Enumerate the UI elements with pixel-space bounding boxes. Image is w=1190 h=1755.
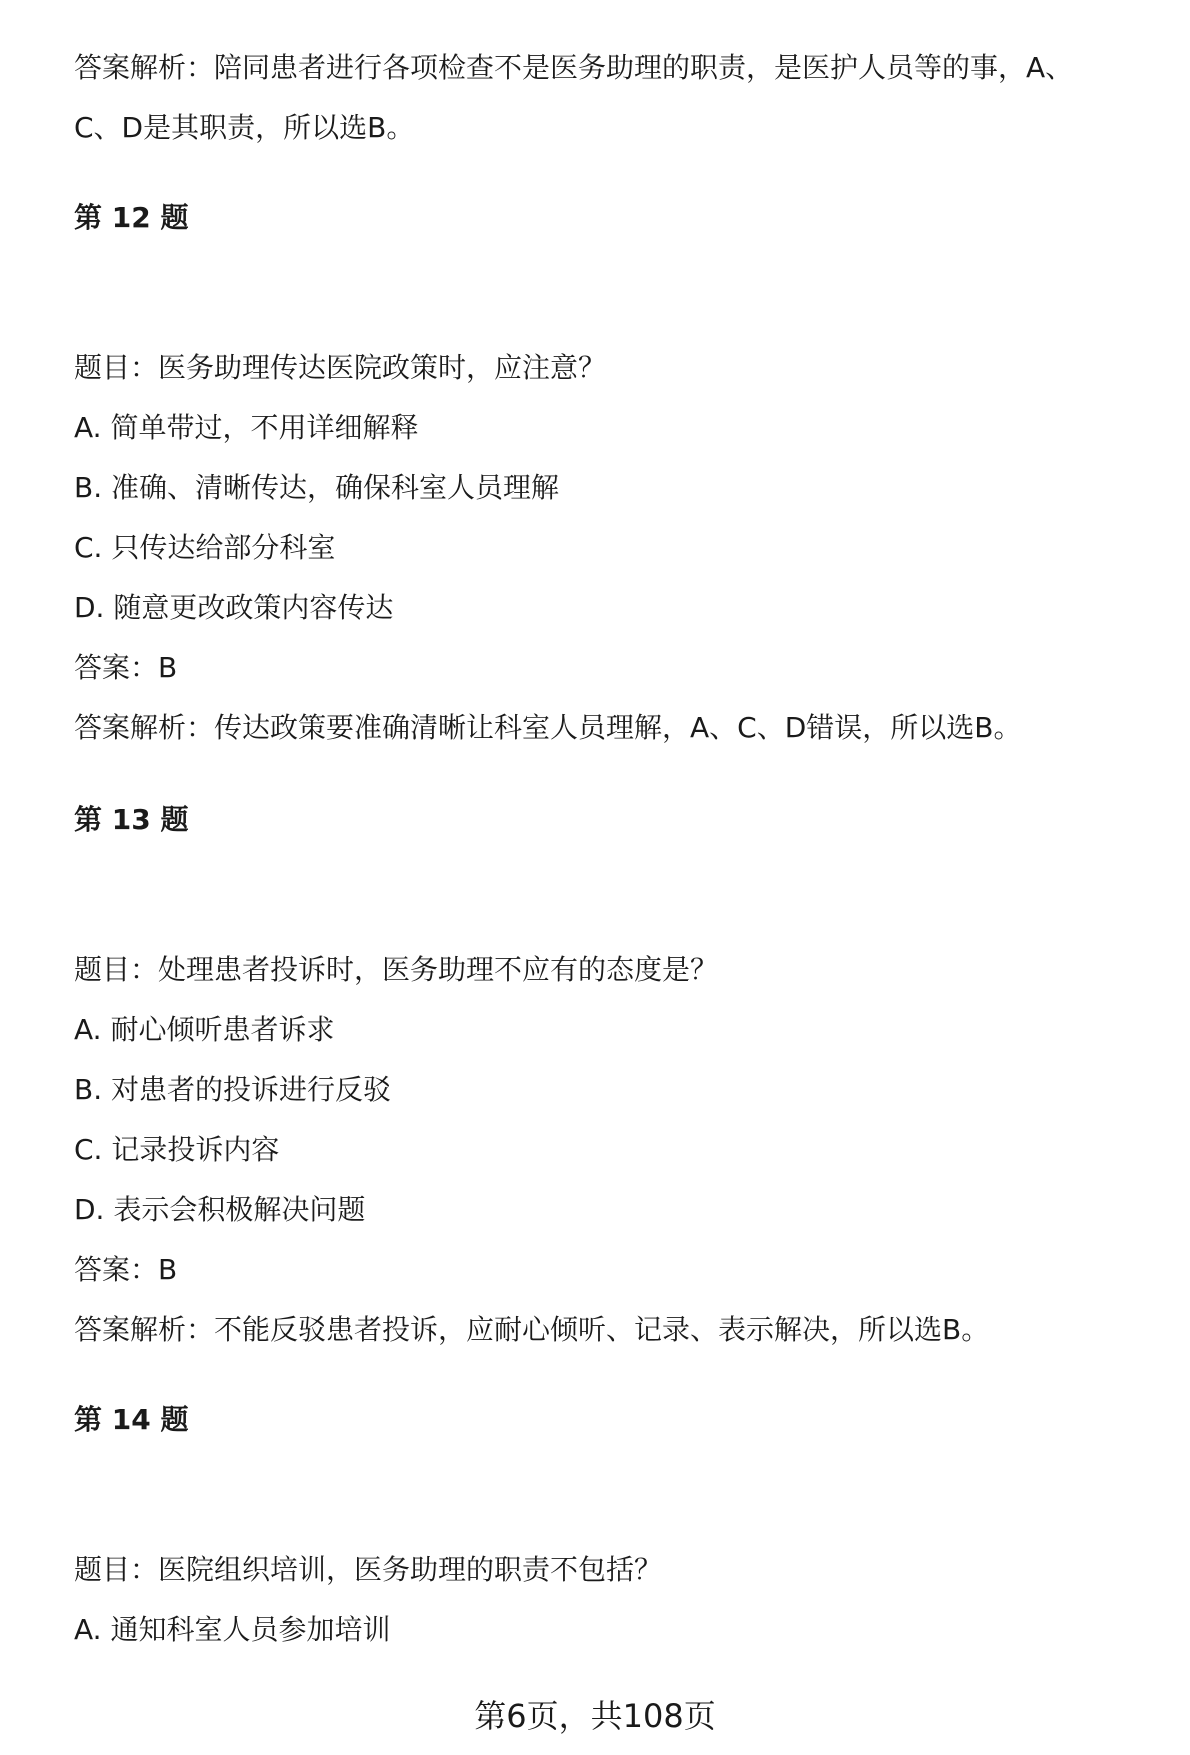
question-heading: 第 13 题 [74,803,189,836]
option-a: A. 简单带过，不用详细解释 [74,411,419,444]
answer-explanation: 答案解析：不能反驳患者投诉，应耐心倾听、记录、表示解决，所以选B。 [74,1313,990,1346]
option-a: A. 通知科室人员参加培训 [74,1613,391,1646]
question-stem: 题目：医院组织培训，医务助理的职责不包括？ [74,1553,663,1586]
answer-explanation: 答案解析：传达政策要准确清晰让科室人员理解，A、C、D错误，所以选B。 [74,711,1022,744]
question-stem: 题目：医务助理传达医院政策时，应注意？ [74,351,607,384]
prev-explanation-line-1: 答案解析：陪同患者进行各项检查不是医务助理的职责，是医护人员等的事，A、 [74,51,1074,84]
option-c: C. 记录投诉内容 [74,1133,280,1166]
question-stem: 题目：处理患者投诉时，医务助理不应有的态度是？ [74,953,719,986]
option-b: B. 对患者的投诉进行反驳 [74,1073,392,1106]
option-d: D. 表示会积极解决问题 [74,1193,366,1226]
question-heading: 第 12 题 [74,201,189,234]
option-c: C. 只传达给部分科室 [74,531,336,564]
option-d: D. 随意更改政策内容传达 [74,591,394,624]
option-a: A. 耐心倾听患者诉求 [74,1013,335,1046]
question-heading: 第 14 题 [74,1403,189,1436]
answer: 答案：B [74,1253,178,1286]
page-number-footer: 第6页，共108页 [474,1697,716,1735]
prev-explanation-line-2: C、D是其职责，所以选B。 [74,111,415,144]
option-b: B. 准确、清晰传达，确保科室人员理解 [74,471,560,504]
answer: 答案：B [74,651,178,684]
